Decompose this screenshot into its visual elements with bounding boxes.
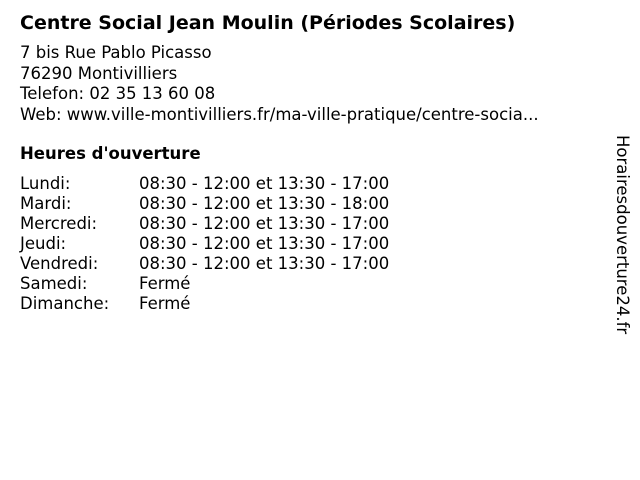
day-hours: 08:30 - 12:00 et 13:30 - 17:00	[139, 174, 390, 193]
street-address: 7 bis Rue Pablo Picasso	[20, 43, 212, 62]
phone-number: Telefon: 02 35 13 60 08	[20, 84, 216, 103]
day-label: Dimanche:	[20, 294, 110, 313]
day-label: Vendredi:	[20, 254, 99, 273]
website-link[interactable]: Web: www.ville-montivilliers.fr/ma-ville-pratique/centre-socia...	[20, 104, 539, 124]
day-label: Lundi:	[20, 174, 71, 193]
day-label: Mardi:	[20, 194, 72, 213]
day-label: Mercredi:	[20, 214, 98, 233]
day-hours: 08:30 - 12:00 et 13:30 - 18:00	[139, 194, 390, 213]
city-address: 76290 Montivilliers	[20, 63, 178, 83]
day-hours: Fermé	[139, 274, 191, 293]
day-hours: 08:30 - 12:00 et 13:30 - 17:00	[139, 254, 390, 273]
day-hours: 08:30 - 12:00 et 13:30 - 17:00	[139, 234, 390, 253]
day-hours: 08:30 - 12:00 et 13:30 - 17:00	[139, 214, 390, 233]
address-block	[20, 43, 539, 125]
day-label: Jeudi:	[20, 234, 67, 253]
day-hours: Fermé	[139, 294, 191, 313]
day-label: Samedi:	[20, 274, 88, 293]
page-title: Centre Social Jean Moulin (Périodes Scolaires)	[20, 12, 516, 34]
hours-heading: Heures d'ouverture	[20, 144, 201, 163]
site-watermark: Horairesdouverture24.fr	[613, 135, 632, 335]
